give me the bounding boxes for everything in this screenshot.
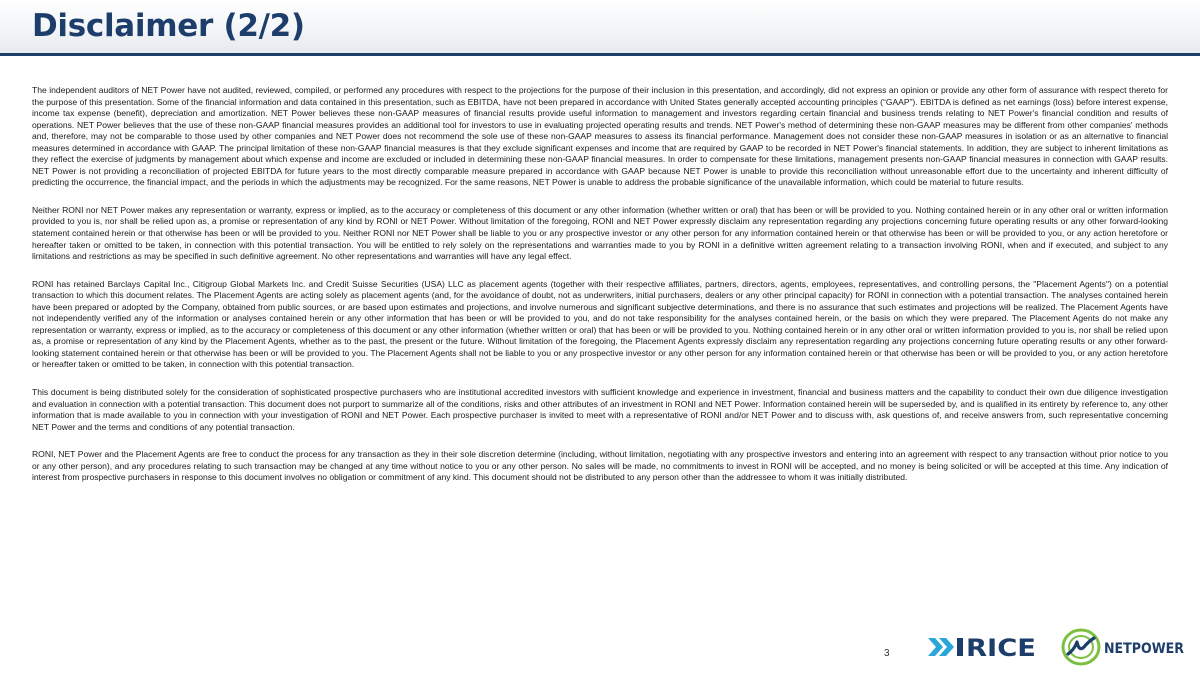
disclaimer-body <box>32 85 1168 500</box>
page-number: 3 <box>884 648 890 659</box>
paragraph-sophisticated-investors: This document is being distributed solely for the consideration of sophisticated prospective purchasers who are institutional accredited investors with sufficient knowledge and experience in investment, financial and business matters and the capability to conduct their own due diligence investigation and evaluation in connection with a potential transaction. This document does not purport to summarize all of the conditions, risks and other attributes of an investment in RONI and NET Power. Information contained herein will be superseded by, and is qualified in its entirety by reference to, any other information that is made available to you in connection with your investigation of RONI and NET Power. Each prospective purchaser is invited to meet with a representative of RONI and/or NET Power and to discuss with, ask questions of, and receive answers from, such representative concerning NET Power and the terms and conditions of any potential transaction. <box>32 387 1168 432</box>
slide-title: Disclaimer (2/2) <box>32 8 305 44</box>
rice-wordmark: RICE <box>966 634 1036 662</box>
netpower-wordmark: NETPOWER <box>1104 641 1185 657</box>
paragraph-placement-agents: RONI has retained Barclays Capital Inc., Citigroup Global Markets Inc. and Credit Suisse Securities (USA) LLC as placement agents (together with their respective affiliates, partners, directors, agents, employees, representatives, and controlling persons, the "Placement Agents") on a potential transaction to which this document relates. The Placement Agents are acting solely as placement agents (and, for the avoidance of doubt, not as underwriters, initial purchasers, dealers or any other principal capacity) for RONI in connection with a potential transaction. The analyses contained herein have been prepared or adopted by the Company, obtained from public sources, or are based upon estimates and projections, and involve numerous and significant subjective determinations, and there is no assurance that such estimates and projections will be realized. The Placement Agents have not independently verified any of the information or analyses contained herein or any other information that has been or will be provided to you, and do not take responsibility for the analyses contained herein, or the basis on which they were prepared. The Placement Agents do not make any representation or warranty, express or implied, as to the accuracy or completeness of this document or any other information (whether written or oral) that has been or will be provided to you. Nothing contained herein or in any other oral or written information provided to you is, nor shall be relied upon as, a promise or representation of any kind by the Placement Agents, whether as to the past, the present or the future. Without limitation of the foregoing, the Placement Agents expressly disclaim any representation regarding any projections concerning future operating results or any other forward-looking statement contained herein or that otherwise has been or will be provided to you. The Placement Agents shall not be liable to you or any prospective investor or any other person for any information contained herein or that otherwise has been or will be provided to you, or any action heretofore or hereafter taken or omitted to be taken, in connection with this potential transaction. <box>32 278 1168 370</box>
title-rule <box>0 53 1200 56</box>
netpower-logo <box>1060 624 1188 668</box>
netpower-swirl-icon <box>1063 630 1099 664</box>
paragraph-process-discretion: RONI, NET Power and the Placement Agents are free to conduct the process for any transaction as they in their sole discretion determine (including, without limitation, negotiating with any prospective investors and entering into an agreement with respect to any transaction without prior notice to you or any other person), and any procedures relating to such transaction may be changed at any time without notice to you or any other person. No sales will be made, no commitments to invest in RONI will be accepted, and no money is being solicited or will be accepted at this time. Any indication of interest from prospective purchasers in response to this document involves no obligation or commitment of any kind. This document should not be distributed to any person other than the addressee to whom it was initially distributed. <box>32 449 1168 483</box>
rice-logo <box>928 630 1040 664</box>
paragraph-auditors-non-gaap: The independent auditors of NET Power have not audited, reviewed, compiled, or performed any procedures with respect to the projections for the purpose of their inclusion in this presentation, and accordingly, did not express an opinion or provide any other form of assurance with respect thereto for the purpose of this presentation. Some of the financial information and data contained in this presentation, such as EBITDA, have not been prepared in accordance with United States generally accepted accounting principles (“GAAP”). EBITDA is defined as net earnings (loss) before interest expense, income tax expense (benefit), depreciation and amortization. NET Power believes these non-GAAP measures of financial results provide useful information to management and investors regarding certain financial and business trends relating to NET Power's financial condition and results of operations. NET Power believes that the use of these non-GAAP financial measures provides an additional tool for investors to use in evaluating projected operating results and trends. NET Power's method of determining these non-GAAP measures may be different from other companies' methods and, therefore, may not be comparable to those used by other companies and NET Power does not recommend the sole use of these non-GAAP measures to assess its financial performance. Management does not consider these non-GAAP measures in isolation or as an alternative to financial measures determined in accordance with GAAP. The principal limitation of these non-GAAP financial measures is that they exclude significant expenses and income that are required by GAAP to be recorded in NET Power's financial statements. In addition, they are subject to inherent limitations as they reflect the exercise of judgments by management about which expense and income are excluded or included in determining these non-GAAP financial measures. In order to compensate for these limitations, management presents non-GAAP financial measures in connection with GAAP results. NET Power is not providing a reconciliation of projected EBITDA for future years to the most directly comparable measure prepared in accordance with GAAP because NET Power is unable to provide this reconciliation without unreasonable effort due to the uncertainty and inherent difficulty of predicting the occurrence, the financial impact, and the periods in which the adjustments may be recognized. For the same reasons, NET Power is unable to address the probable significance of the unavailable information, which could be material to future results. <box>32 85 1168 188</box>
rice-chevrons-icon <box>928 638 963 656</box>
paragraph-no-representation: Neither RONI nor NET Power makes any representation or warranty, express or implied, as to the accuracy or completeness of this document or any other information (whether written or oral) that has been or will be provided to you. Nothing contained herein or in any other oral or written information provided to you is, nor shall be relied upon as, a promise or representation of any kind by RONI or NET Power. Without limitation of the foregoing, RONI and NET Power expressly disclaim any representation regarding any projections concerning future operating results or any other forward-looking statement contained herein or that otherwise has been or will be provided to you. Neither RONI nor NET Power shall be liable to you or any prospective investor or any other person for any information contained herein or that otherwise has been or will be provided to you, or any action heretofore or hereafter taken or omitted to be taken, in connection with this potential transaction. You will be entitled to rely solely on the representations and warranties made to you by RONI in a definitive written agreement relating to a transaction involving RONI, when and if executed, and subject to any limitations and restrictions as may be specified in such definitive agreement. No other representations and warranties will have any legal effect. <box>32 204 1168 262</box>
